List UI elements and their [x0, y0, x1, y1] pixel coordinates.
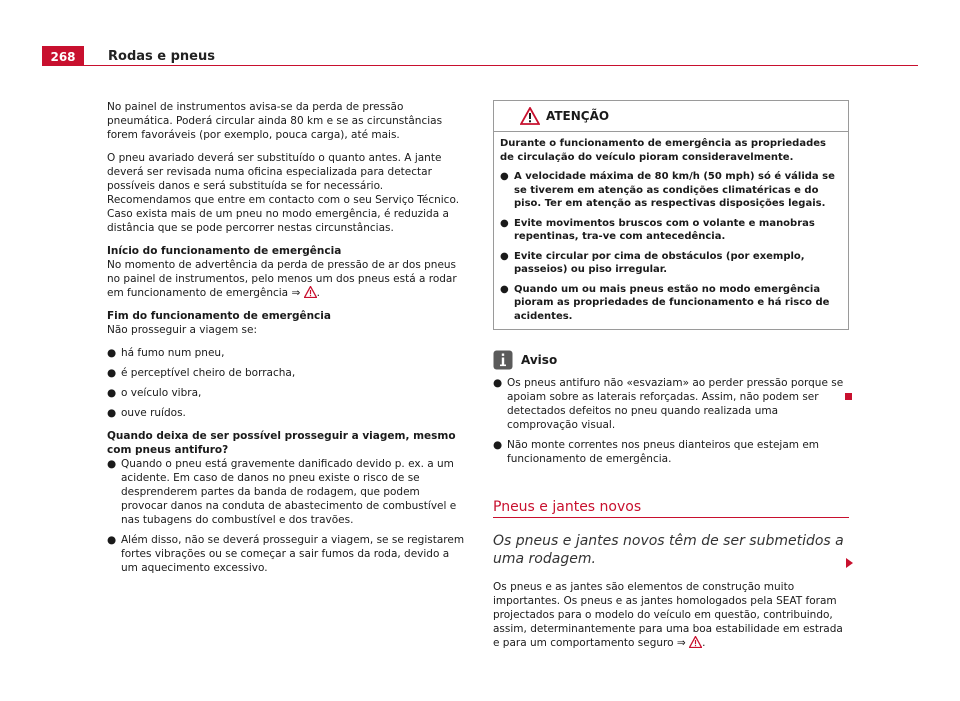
note-list	[493, 376, 849, 466]
section-lead: Os pneus e jantes novos têm de ser submetidos a uma rodagem.	[493, 533, 844, 567]
warning-box	[493, 100, 849, 330]
list-item: ● ouve ruídos.	[107, 407, 186, 419]
warning-triangle-icon[interactable]	[689, 636, 702, 648]
header-rule	[42, 65, 918, 66]
note-header	[493, 350, 849, 370]
page-header	[42, 46, 918, 66]
paragraph-start-emergency: No momento de advertência da perda de pressão de ar dos pneus no painel de instrumentos, pelo menos um dos pneus está a rodar em funcionamento de emergência ⇒ .	[107, 259, 457, 299]
warning-triangle-icon	[520, 107, 540, 125]
list-item: ● o veículo vibra,	[107, 387, 202, 399]
section-title: Pneus e jantes novos	[493, 500, 849, 518]
warning-triangle-icon[interactable]	[304, 286, 317, 298]
note-title: Aviso	[521, 353, 558, 367]
end-of-section-mark	[845, 393, 852, 400]
list-item: ● Os pneus antifuro não «esvaziam» ao perder pressão porque se apoiam sobre as laterais reforçadas. Assim, não podem ser detectados defeitos no pneu quando realizada uma comprovação visual.	[493, 377, 844, 431]
warning-intro: Durante o funcionamento de emergência as propriedades de circulação do veículo pioram consideravelmente.	[500, 138, 826, 163]
heading-end-emergency: Fim do funcionamento de emergência	[107, 310, 331, 322]
list-item: ● Quando o pneu está gravemente danificado devido p. ex. a um acidente. Em caso de danos no pneu existe o risco de se desprenderem partes da banda de rodagem, que podem provocar danos na conduta de abastecimento de combustível e nas tubagens do combustível e dos travões.	[107, 458, 457, 526]
right-column	[493, 100, 849, 659]
warning-title: ATENÇÃO	[546, 109, 610, 123]
list-item: ● há fumo num pneu,	[107, 347, 225, 359]
chapter-title: Rodas e pneus	[108, 49, 215, 64]
paragraph-do-not-continue: Não prosseguir a viagem se:	[107, 324, 258, 336]
heading-start-emergency: Início do funcionamento de emergência	[107, 245, 342, 257]
info-note-icon	[493, 350, 513, 370]
page-number: 268	[42, 46, 84, 66]
paragraph-pressure-warning: No painel de instrumentos avisa-se da perda de pressão pneumática. Poderá circular ainda 80 km e se as circunstâncias forem favoráveis (por exemplo, pouca carga), até mais.	[107, 101, 443, 141]
list-item: ● Não monte correntes nos pneus dianteiros que estejam em funcionamento de emergência.	[493, 439, 820, 465]
list-item: ● Quando um ou mais pneus estão no modo emergência pioram as propriedades de funcionamento e há risco de acidentes.	[500, 283, 830, 322]
warning-body	[494, 132, 848, 329]
list-item: ● Evite movimentos bruscos com o volante e manobras repentinas, tra-ve com antecedência.	[500, 217, 815, 242]
list-stop-conditions	[107, 346, 465, 420]
list-runflat-limit	[107, 457, 465, 575]
heading-runflat-limit: Quando deixa de ser possível prosseguir a viagem, mesmo com pneus antifuro?	[107, 430, 456, 456]
list-item: ● Evite circular por cima de obstáculos (por exemplo, passeios) ou piso irregular.	[500, 250, 805, 275]
list-item: ● é perceptível cheiro de borracha,	[107, 367, 296, 379]
list-item: ● A velocidade máxima de 80 km/h (50 mph) só é válida se se tiverem em atenção as condições climatéricas e do piso. Ter em atenção as respectivas disposições legais.	[500, 171, 835, 209]
paragraph-damaged-tyre: O pneu avariado deverá ser substituído o quanto antes. A jante deverá ser revisada numa oficina especializada para detectar possíveis danos e será substituída se for necessário. Recomendamos que entre em contacto com o seu Serviço Técnico. Caso exista mais de um pneu no modo emergência, é reduzida a distância que se pode percorrer nestas circunstâncias.	[107, 152, 460, 234]
list-item: ● Além disso, não se deverá prosseguir a viagem, se se registarem fortes vibrações ou se começar a sair fumos da roda, devido a um aquecimento excessivo.	[107, 534, 465, 574]
continue-arrow-icon	[846, 558, 853, 568]
left-column	[107, 100, 465, 581]
section-body: Os pneus e as jantes são elementos de construção muito importantes. Os pneus e as jantes homologados pela SEAT foram projectados para o modelo do veículo em questão, contribuindo, assim, determinantemente para uma boa estabilidade em estrada e para um comportamento seguro ⇒ .	[493, 581, 843, 649]
warning-header	[494, 101, 848, 132]
